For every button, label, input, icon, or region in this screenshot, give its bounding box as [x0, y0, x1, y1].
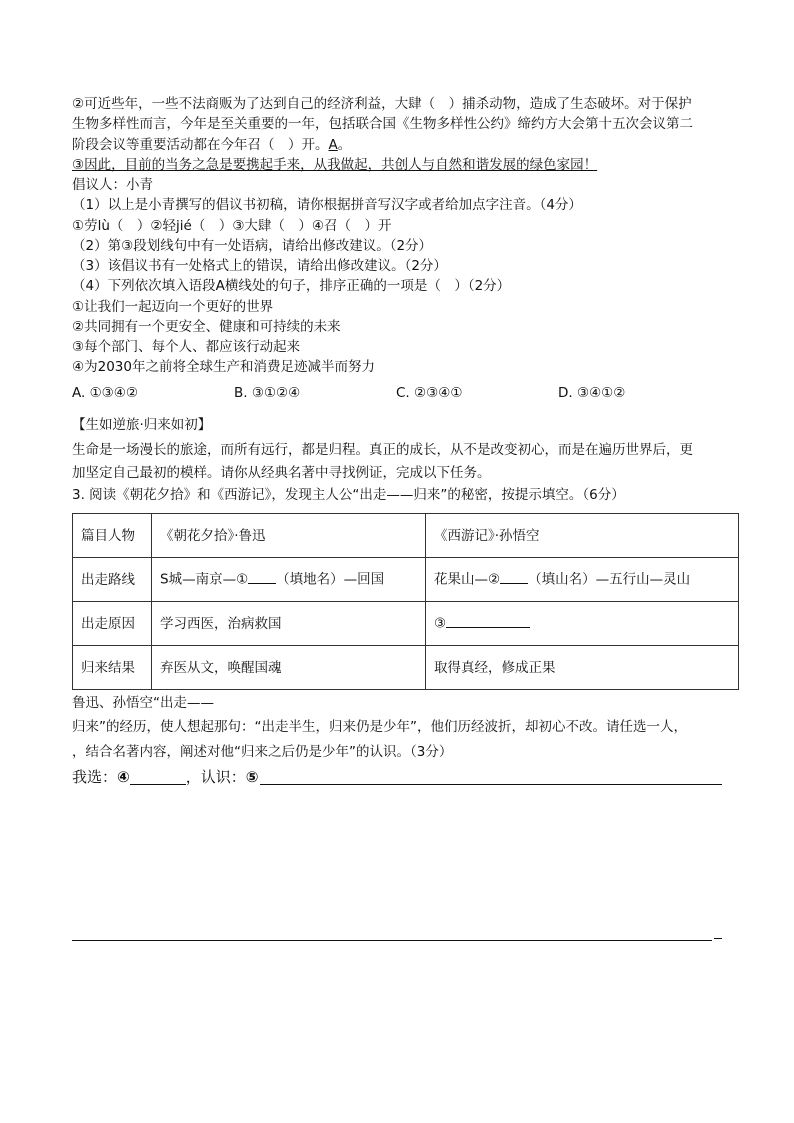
- understanding-blank[interactable]: [260, 770, 722, 785]
- cell-text: 花果山—②: [434, 571, 501, 588]
- understand-number: ⑤: [245, 767, 259, 786]
- question-3-prompt: 3. 阅读《朝花夕拾》和《西游记》，发现主人公“出走——归来”的秘密，按提示填空。（6分）: [72, 486, 625, 503]
- table-cell: 取得真经，修成正果: [426, 646, 739, 690]
- marker-a: A: [328, 136, 338, 153]
- table-row: [73, 602, 739, 646]
- after-table-line-3: ，结合名著内容，阐述对他“归来之后仍是少年”的认识。（3分）: [72, 743, 453, 760]
- question-3: （3）该倡议书有一处格式上的错误，请给出修改建议。（2分）: [72, 258, 447, 274]
- table-cell: 弃医从文，唤醒国魂: [152, 646, 426, 690]
- question-4-sentence-2: ②共同拥有一个更安全、健康和可持续的未来: [72, 318, 341, 335]
- question-4-sentence-1: ①让我们一起迈向一个更好的世界: [72, 298, 274, 315]
- blank-2[interactable]: [500, 569, 528, 584]
- passage-paragraph-2-line-3: [72, 135, 722, 155]
- choose-label: 我选：: [72, 767, 118, 786]
- option-a[interactable]: A. ①③④②: [72, 384, 138, 401]
- cell-text: S城—南京—①: [160, 571, 249, 588]
- question-1-items: ①劳lù（ ）②轻jié（ ）③大肆（ ）④召（ ）开: [72, 217, 392, 234]
- question-4-sentence-4: ④为2030年之前将全球生产和消费足迹减半而努力: [72, 359, 375, 376]
- answer-line: [72, 766, 722, 789]
- table-row: [73, 514, 739, 558]
- table-cell: [426, 558, 739, 602]
- blank-1[interactable]: [248, 569, 276, 584]
- table-header-cell: 《西游记》·孙悟空: [426, 514, 739, 558]
- signer: 倡议人：小青: [72, 177, 153, 193]
- comparison-table: [72, 513, 739, 690]
- option-c[interactable]: C. ②③④①: [396, 384, 463, 401]
- passage-paragraph-2-line-1: ②可近些年，一些不法商贩为了达到自己的经济利益，大肆（ ）捕杀动物，造成了生态破坏。对于保护: [72, 96, 692, 112]
- passage-text-end: 。: [337, 136, 352, 153]
- section-intro-line-1: 生命是一场漫长的旅途，而所有远行，都是归程。真正的成长，从不是改变初心，而是在遍历世界后，更: [72, 442, 693, 458]
- cell-text: （填地名）—回国: [276, 571, 385, 588]
- answer-continuation-line[interactable]: [72, 940, 712, 941]
- blank-3[interactable]: [446, 613, 530, 628]
- after-table-line-2: 归来”的经历，使人想起那句：“出走半生，归来仍是少年”，他们历经波折，却初心不改。请任选一人，: [72, 719, 687, 736]
- question-4-sentence-3: ③每个部门、每个人、都应该行动起来: [72, 339, 301, 355]
- question-4-options: [72, 383, 722, 403]
- question-1: （1）以上是小青撰写的倡议书初稿，请你根据拼音写汉字或者给加点字注音。（4分）: [72, 197, 582, 214]
- table-header-cell: 《朝花夕拾》·鲁迅: [152, 514, 426, 558]
- table-cell: [152, 558, 426, 602]
- row-label: 出走路线: [73, 558, 152, 602]
- row-label: 归来结果: [73, 646, 152, 690]
- option-d[interactable]: D. ③④①②: [558, 384, 626, 401]
- cell-text: （填山名）—五行山—灵山: [528, 571, 691, 588]
- table-row: [73, 646, 739, 690]
- underlined-sentence: ③因此，目前的当务之急是要携起手来，从我做起，共创人与自然和谐发展的绿色家园！: [72, 156, 598, 173]
- table-row: [73, 558, 739, 602]
- table-cell: 学习西医，治病救国: [152, 602, 426, 646]
- passage-text: 阶段会议等重要活动都在今年召（ ）开。: [72, 136, 329, 153]
- question-2: （2）第③段划线句中有一处语病，请给出修改建议。（2分）: [72, 237, 433, 254]
- exam-page: [72, 94, 722, 788]
- choice-blank[interactable]: [130, 770, 186, 785]
- row-label: 出走原因: [73, 602, 152, 646]
- passage-paragraph-2-line-2: 生物多样性而言，今年是至关重要的一年，包括联合国《生物多样性公约》缔约方大会第十五次会议第二: [72, 116, 693, 133]
- option-b[interactable]: B. ③①②④: [234, 384, 301, 401]
- table-cell: [426, 602, 739, 646]
- passage-paragraph-3: [72, 155, 722, 175]
- question-4: （4）下列依次填入语段A横线处的句子，排序正确的一项是（ ）（2分）: [72, 278, 511, 295]
- cell-text: ③: [434, 615, 447, 632]
- after-table-line-1: 鲁迅、孙悟空“出走——: [72, 695, 214, 712]
- choose-number: ④: [117, 767, 130, 786]
- answer-continuation-tail: [714, 938, 722, 939]
- table-header-cell: 篇目人物: [73, 514, 152, 558]
- section-title: 【生如逆旅·归来如初】: [72, 416, 212, 433]
- section-intro-line-2: 加坚定自己最初的模样。请你从经典名著中寻找例证，完成以下任务。: [72, 464, 491, 481]
- understand-label: ，认识：: [185, 767, 246, 786]
